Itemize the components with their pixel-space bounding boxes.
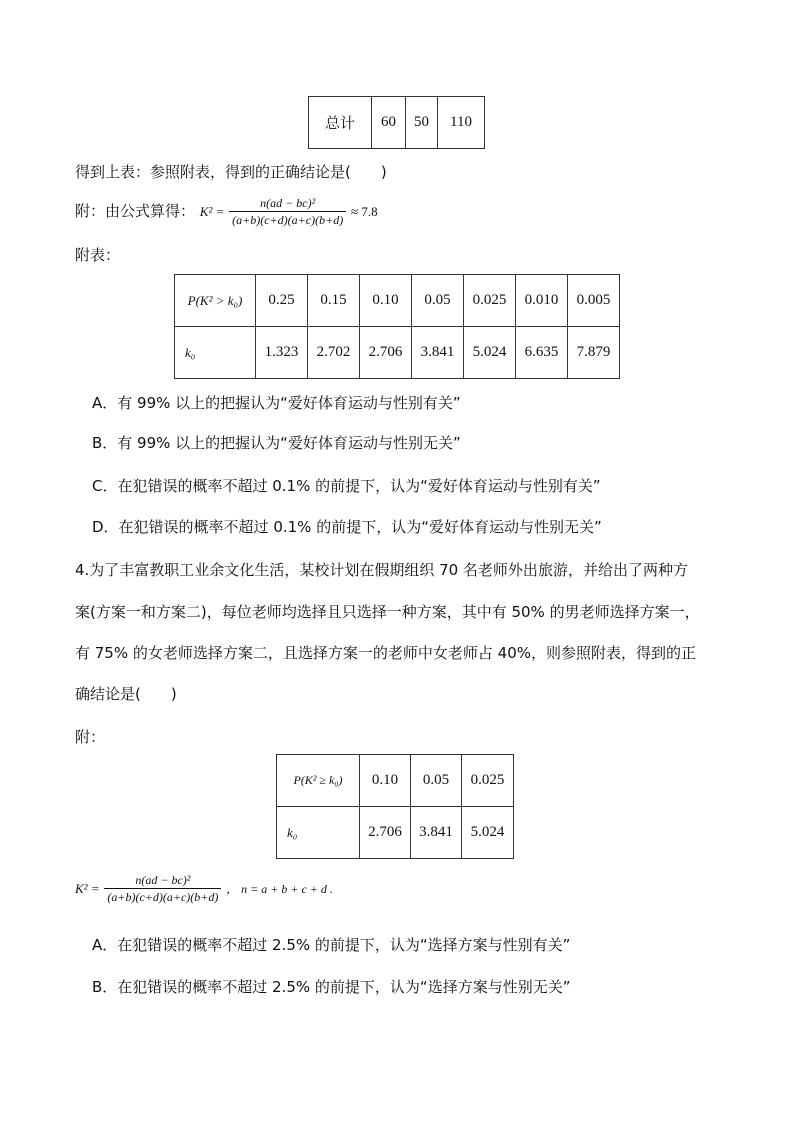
q3-formula-result: ≈ 7.8 bbox=[350, 204, 378, 219]
q3-stem: 得到上表：参照附表，得到的正确结论是( ) bbox=[75, 163, 387, 181]
k-value-cell: 7.879 bbox=[568, 327, 620, 379]
q3-critical-value-table bbox=[174, 274, 620, 379]
p-value-cell: 0.025 bbox=[464, 275, 516, 327]
q3-formula-fraction bbox=[229, 196, 346, 227]
q4-option-b: B．在犯错误的概率不超过 2.5% 的前提下，认为“选择方案与性别无关” bbox=[92, 978, 571, 996]
q4-table-caption: 附： bbox=[75, 728, 106, 746]
k-value-cell: 3.841 bbox=[412, 327, 464, 379]
p-value-cell: 0.010 bbox=[516, 275, 568, 327]
q4-formula-numerator: n(ad − bc)² bbox=[135, 873, 191, 887]
q4-formula-lhs: K² = bbox=[75, 881, 100, 896]
q3-header-label: P(K² > k₀) bbox=[187, 292, 243, 308]
q4-formula-tail: ， n = a + b + c + d . bbox=[226, 882, 333, 896]
q3-table-caption: 附表： bbox=[75, 246, 121, 264]
q3-formula-denominator: (a+b)(c+d)(a+c)(b+d) bbox=[229, 211, 346, 227]
p-value-cell: 0.05 bbox=[412, 275, 464, 327]
q4-critical-value-table bbox=[276, 754, 514, 859]
q4-stem-line-1: 4.为了丰富教职工业余文化生活，某校计划在假期组织 70 名老师外出旅游，并给出了两种方 bbox=[75, 561, 688, 579]
k-value-cell: 1.323 bbox=[256, 327, 308, 379]
q3-option-d: D．在犯错误的概率不超过 0.1% 的前提下，认为“爱好体育运动与性别无关” bbox=[92, 518, 602, 536]
p-value-cell: 0.005 bbox=[568, 275, 620, 327]
p-value-cell: 0.15 bbox=[308, 275, 360, 327]
q3-option-a: A．有 99% 以上的把握认为“爱好体育运动与性别有关” bbox=[92, 394, 461, 412]
p-value-cell: 0.10 bbox=[360, 755, 411, 807]
top-contingency-table bbox=[308, 96, 485, 149]
q4-stem-line-2: 案(方案一和方案二)，每位老师均选择且只选择一种方案，其中有 50% 的男老师选择方案一， bbox=[75, 603, 700, 621]
k-value-cell: 2.702 bbox=[308, 327, 360, 379]
q4-formula-fraction bbox=[104, 873, 221, 904]
q4-header-label-cell bbox=[277, 755, 360, 807]
total-label-cell: 总计 bbox=[309, 97, 372, 149]
q4-header-label: P(K² ≥ k₀) bbox=[293, 773, 343, 787]
total-value-cell: 110 bbox=[438, 97, 485, 149]
p-value-cell: 0.25 bbox=[256, 275, 308, 327]
total-value-cell: 60 bbox=[372, 97, 406, 149]
q4-row-label: k₀ bbox=[287, 824, 298, 840]
k-value-cell: 6.635 bbox=[516, 327, 568, 379]
q3-option-b: B．有 99% 以上的把握认为“爱好体育运动与性别无关” bbox=[92, 434, 461, 452]
total-value-cell: 50 bbox=[406, 97, 438, 149]
q4-formula-line bbox=[75, 872, 333, 905]
q4-option-a: A．在犯错误的概率不超过 2.5% 的前提下，认为“选择方案与性别有关” bbox=[92, 936, 571, 954]
k-value-cell: 2.706 bbox=[360, 807, 411, 859]
p-value-cell: 0.10 bbox=[360, 275, 412, 327]
q3-formula-line bbox=[75, 196, 378, 227]
q4-formula-denominator: (a+b)(c+d)(a+c)(b+d) bbox=[104, 888, 221, 904]
q4-row-label-cell bbox=[277, 807, 360, 859]
k-value-cell: 5.024 bbox=[464, 327, 516, 379]
q3-formula-lhs: K² = bbox=[199, 204, 225, 219]
q3-header-label-cell bbox=[175, 275, 256, 327]
p-value-cell: 0.05 bbox=[411, 755, 462, 807]
k-value-cell: 3.841 bbox=[411, 807, 462, 859]
k-value-cell: 2.706 bbox=[360, 327, 412, 379]
q3-row-label-cell bbox=[175, 327, 256, 379]
p-value-cell: 0.025 bbox=[462, 755, 514, 807]
q3-option-c: C．在犯错误的概率不超过 0.1% 的前提下，认为“爱好体育运动与性别有关” bbox=[92, 477, 601, 495]
q3-formula-numerator: n(ad − bc)² bbox=[260, 196, 316, 210]
q3-formula-prefix: 附：由公式算得： bbox=[75, 202, 196, 220]
k-value-cell: 5.024 bbox=[462, 807, 514, 859]
q4-stem-line-4: 确结论是( ) bbox=[75, 685, 177, 703]
q3-row-label: k₀ bbox=[185, 344, 196, 360]
q4-stem-line-3: 有 75% 的女老师选择方案二，且选择方案一的老师中女老师占 40%，则参照附表，得到的正 bbox=[75, 644, 696, 662]
